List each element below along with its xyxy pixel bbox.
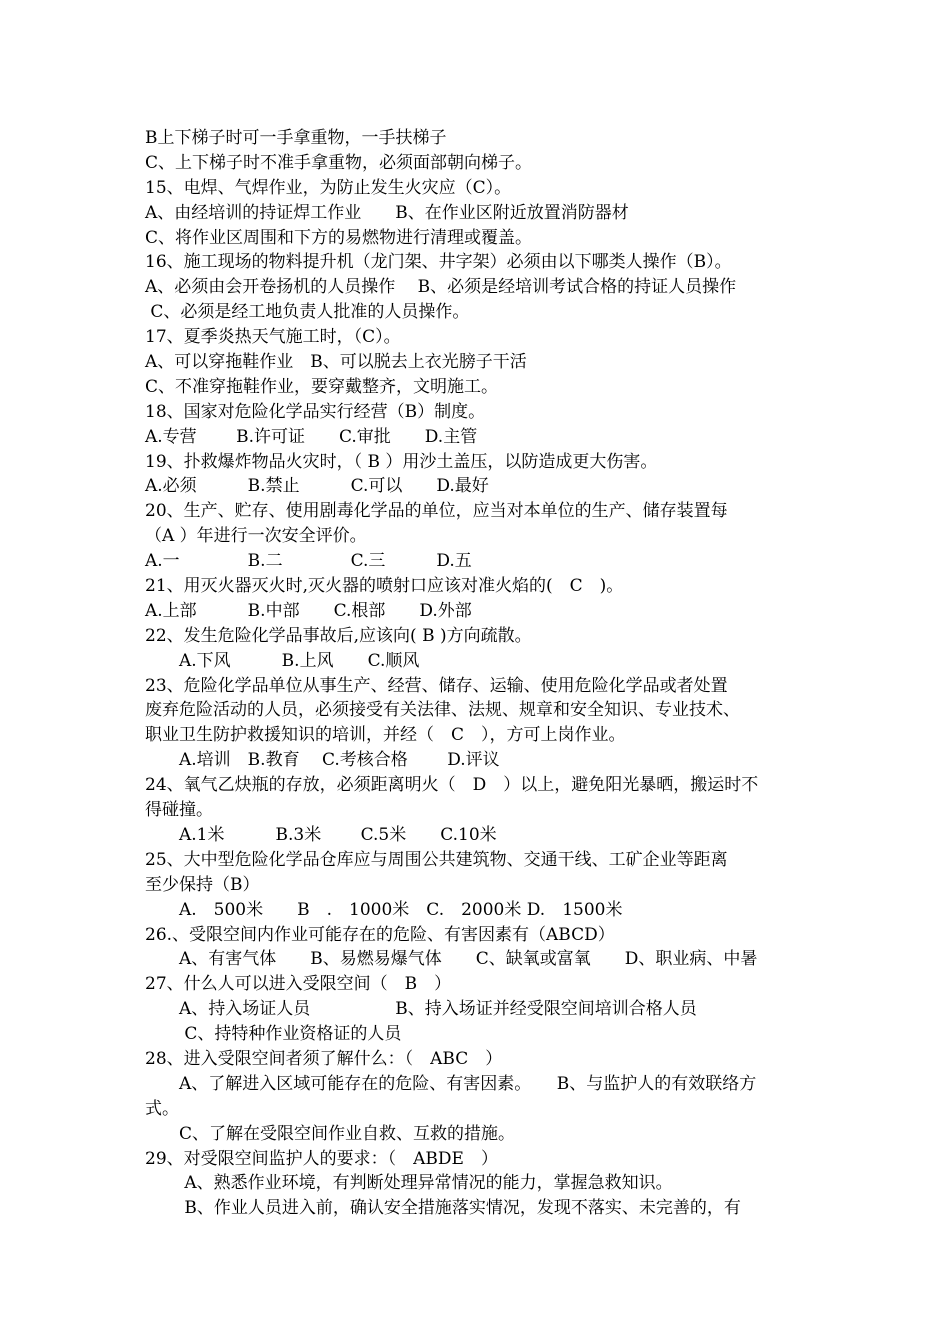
text-line: C、将作业区周围和下方的易燃物进行清理或覆盖。 bbox=[145, 227, 533, 248]
text-line: A、持入场证人员 B、持入场证并经受限空间培训合格人员 bbox=[145, 999, 697, 1020]
question-16: 16、施工现场的物料提升机（龙门架、井字架）必须由以下哪类人操作（B）。 bbox=[145, 252, 732, 273]
text-line: A.专营 B.许可证 C.审批 D.主管 bbox=[145, 426, 478, 447]
text-line: 得碰撞。 bbox=[145, 800, 213, 821]
text-line: C、必须是经工地负责人批准的人员操作。 bbox=[145, 302, 470, 323]
text-line: A、由经培训的持证焊工作业 B、在作业区附近放置消防器材 bbox=[145, 202, 629, 223]
question-19: 19、扑救爆炸物品火灾时，（ B ）用沙土盖压，以防造成更大伤害。 bbox=[145, 451, 658, 472]
text-line: C、了解在受限空间作业自救、互救的措施。 bbox=[145, 1123, 516, 1144]
question-23: 23、危险化学品单位从事生产、经营、储存、运输、使用危险化学品或者处置 bbox=[145, 675, 728, 696]
question-24: 24、氧气乙炔瓶的存放，必须距离明火（ D ）以上，避免阳光暴晒，搬运时不 bbox=[145, 775, 759, 796]
text-line: A.上部 B.中部 C.根部 D.外部 bbox=[145, 600, 472, 621]
question-20: 20、生产、贮存、使用剧毒化学品的单位，应当对本单位的生产、储存装置每 bbox=[145, 501, 728, 522]
text-line: A.1米 B.3米 C.5米 C.10米 bbox=[145, 824, 497, 845]
document-body bbox=[145, 126, 825, 1221]
text-line: A.必须 B.禁止 C.可以 D.最好 bbox=[145, 476, 489, 497]
text-line: A、熟悉作业环境，有判断处理异常情况的能力，掌握急救知识。 bbox=[145, 1173, 673, 1194]
text-line: A. 500米 B . 1000米 C. 2000米 D. 1500米 bbox=[145, 899, 623, 920]
question-22: 22、发生危险化学品事故后,应该向( B )方向疏散。 bbox=[145, 625, 532, 646]
question-17: 17、夏季炎热天气施工时，（C）。 bbox=[145, 327, 401, 348]
text-line: 至少保持（B） bbox=[145, 874, 260, 895]
text-line: 式。 bbox=[145, 1098, 179, 1119]
text-line: C、上下梯子时不准手拿重物，必须面部朝向梯子。 bbox=[145, 152, 533, 173]
question-18: 18、国家对危险化学品实行经营（B）制度。 bbox=[145, 401, 486, 422]
question-27: 27、什么人可以进入受限空间（ B ） bbox=[145, 974, 452, 995]
text-line: A、了解进入区域可能存在的危险、有害因素。 B、与监护人的有效联络方 bbox=[145, 1073, 757, 1094]
text-line: A.一 B.二 C.三 D.五 bbox=[145, 551, 472, 572]
text-line: A、可以穿拖鞋作业 B、可以脱去上衣光膀子干活 bbox=[145, 352, 527, 373]
question-28: 28、进入受限空间者须了解什么：（ ABC ） bbox=[145, 1048, 503, 1069]
question-29: 29、对受限空间监护人的要求：（ ABDE ） bbox=[145, 1148, 498, 1169]
question-15: 15、电焊、气焊作业，为防止发生火灾应（C）。 bbox=[145, 177, 512, 198]
text-line: A、必须由会开卷扬机的人员操作 B、必须是经培训考试合格的持证人员操作 bbox=[145, 277, 737, 298]
text-line: A、有害气体 B、易燃易爆气体 C、缺氧或富氧 D、职业病、中暑 bbox=[145, 949, 758, 970]
text-line: B、作业人员进入前，确认安全措施落实情况，发现不落实、未完善的，有 bbox=[145, 1198, 741, 1219]
text-line: B上下梯子时可一手拿重物，一手扶梯子 bbox=[145, 128, 447, 148]
question-21: 21、用灭火器灭火时,灭火器的喷射口应该对准火焰的( C )。 bbox=[145, 576, 624, 597]
text-line: C、持特种作业资格证的人员 bbox=[145, 1024, 402, 1045]
text-line: （A ）年进行一次安全评价。 bbox=[145, 526, 367, 547]
question-26: 26.、受限空间内作业可能存在的危险、有害因素有（ABCD） bbox=[145, 924, 615, 945]
text-line: 废弃危险活动的人员，必须接受有关法律、法规、规章和安全知识、专业技术、 bbox=[145, 700, 740, 721]
text-line: A.培训 B.教育 C.考核合格 D.评议 bbox=[145, 750, 500, 771]
question-25: 25、大中型危险化学品仓库应与周围公共建筑物、交通干线、工矿企业等距离 bbox=[145, 849, 728, 870]
text-line: 职业卫生防护救援知识的培训，并经（ C ），方可上岗作业。 bbox=[145, 725, 626, 746]
text-line: C、不准穿拖鞋作业，要穿戴整齐，文明施工。 bbox=[145, 376, 499, 397]
text-line: A.下风 B.上风 C.顺风 bbox=[145, 650, 420, 671]
